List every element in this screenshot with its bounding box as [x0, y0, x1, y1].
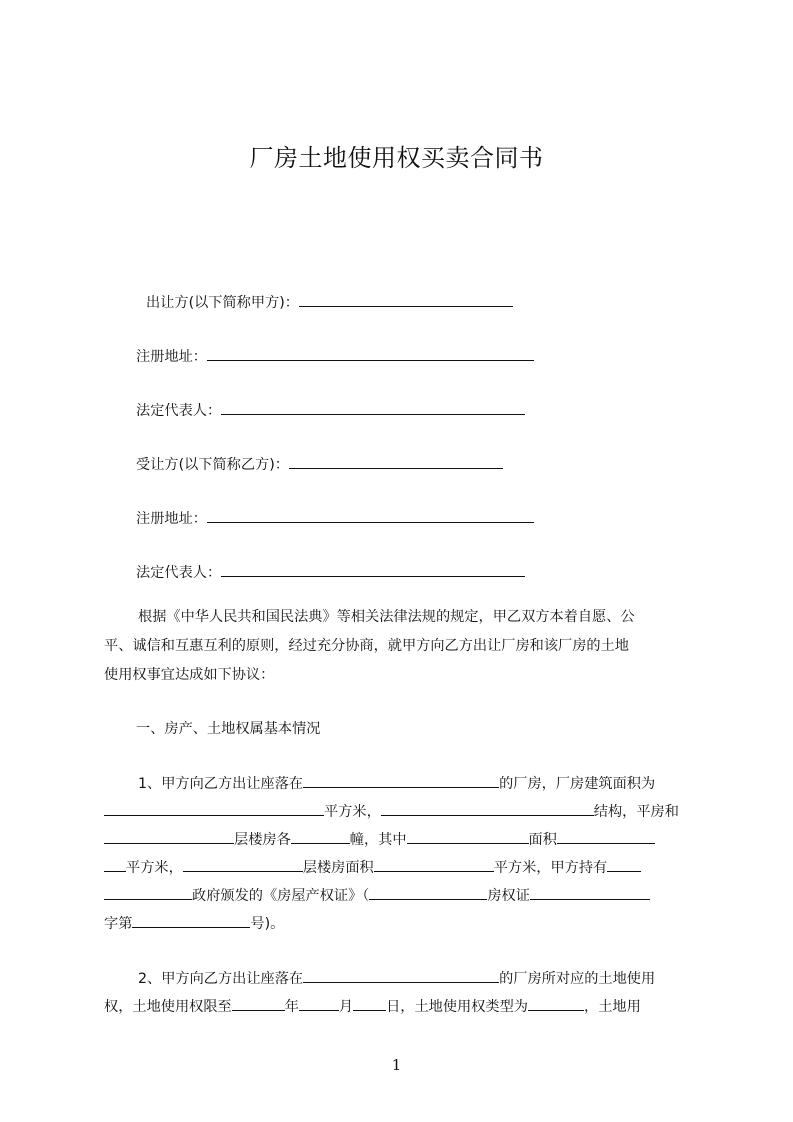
clause-2-line-1: [138, 968, 655, 988]
clause-1-line-3: [104, 829, 655, 849]
building-count-blank[interactable]: [291, 829, 350, 844]
clause-1-text: 的厂房，厂房建筑面积为: [499, 776, 656, 792]
clause-2-text: 年: [284, 999, 299, 1015]
buyer-rep-blank[interactable]: [221, 562, 525, 577]
month-blank[interactable]: [299, 996, 339, 1011]
clause-1-text: 层楼房面积: [302, 860, 374, 876]
seller-label: 出让方(以下简称甲方)：: [146, 295, 299, 311]
year-blank[interactable]: [232, 996, 285, 1011]
land-type-blank[interactable]: [528, 996, 584, 1011]
cert-code-blank[interactable]: [530, 885, 650, 900]
floors-blank[interactable]: [104, 829, 234, 844]
clause-1-text: 1、甲方向乙方出让座落在: [138, 776, 304, 792]
clause-2-text: ，土地用: [584, 999, 641, 1015]
clause-1-text: 政府颁发的《房屋产权证》（: [192, 888, 370, 904]
clause-1-text: 幢，其中: [349, 832, 407, 848]
floor-area-blank[interactable]: [374, 857, 494, 872]
structure-blank[interactable]: [381, 801, 594, 816]
seller-address-blank[interactable]: [207, 346, 534, 361]
area-blank[interactable]: [557, 829, 655, 844]
clause-2-text: 权，土地使用权限至: [104, 999, 232, 1015]
area-blank-cont[interactable]: [104, 857, 126, 872]
buyer-address-label: 注册地址：: [136, 511, 207, 527]
buyer-rep-label: 法定代表人：: [136, 565, 222, 581]
clause-1-text: 房权证: [487, 888, 530, 904]
government-blank-cont[interactable]: [104, 885, 192, 900]
cert-prefix-blank[interactable]: [369, 885, 487, 900]
seller-address-line: [136, 346, 534, 366]
section-1-heading: 一、房产、土地权属基本情况: [136, 721, 321, 737]
clause-1-text: 层楼房各: [234, 832, 291, 848]
buyer-address-line: [136, 508, 534, 528]
clause-1-text: 结构，平房和: [593, 804, 679, 820]
page-number: 1: [391, 1056, 402, 1074]
clause-1-text: 平方米，甲方持有: [493, 860, 608, 876]
clause-1-text: 面积: [528, 832, 557, 848]
clause-2-line-2: [104, 996, 641, 1016]
building-area-blank[interactable]: [104, 801, 324, 816]
buyer-line: [136, 454, 503, 474]
clause-1-line-6: [104, 913, 284, 933]
document-title: 厂房土地使用权买卖合同书: [249, 144, 544, 172]
clause-1-line-5: [104, 885, 650, 905]
day-blank[interactable]: [353, 996, 386, 1011]
buyer-blank[interactable]: [289, 454, 503, 469]
location-blank[interactable]: [303, 773, 499, 788]
clause-2-text: 的厂房所对应的土地使用: [499, 971, 656, 987]
clause-1-text: 字第: [104, 916, 133, 932]
seller-rep-blank[interactable]: [221, 400, 525, 415]
clause-1-text: 平方米，: [324, 804, 381, 820]
buyer-label: 受让方(以下简称乙方)：: [136, 457, 289, 473]
seller-rep-label: 法定代表人：: [136, 403, 222, 419]
clause-2-text: 日，土地使用权类型为: [386, 999, 528, 1015]
clause-1-line-1: [138, 773, 655, 793]
preamble-line-3: 使用权事宜达成如下协议：: [104, 667, 275, 683]
preamble-line-2: 平、诚信和互惠互利的原则，经过充分协商，就甲方向乙方出让厂房和该厂房的土地: [104, 638, 629, 654]
clause-2-text: 2、甲方向乙方出让座落在: [138, 971, 304, 987]
buyer-address-blank[interactable]: [207, 508, 534, 523]
clause-2-text: 月: [338, 999, 354, 1015]
part-blank[interactable]: [407, 829, 529, 844]
clause-1-text: 号)。: [250, 916, 285, 932]
seller-address-label: 注册地址：: [136, 349, 207, 365]
floors-blank-2[interactable]: [183, 857, 303, 872]
preamble-line-1: 根据《中华人民共和国民法典》等相关法律法规的规定，甲乙双方本着自愿、公: [138, 609, 635, 625]
seller-rep-line: [136, 400, 525, 420]
government-blank[interactable]: [607, 857, 641, 872]
seller-blank[interactable]: [299, 292, 513, 307]
clause-1-text: 平方米，: [126, 860, 183, 876]
clause-1-line-2: [104, 801, 679, 821]
land-location-blank[interactable]: [303, 968, 499, 983]
cert-number-blank[interactable]: [132, 913, 250, 928]
clause-1-line-4: [104, 857, 641, 877]
buyer-rep-line: [136, 562, 525, 582]
seller-line: [146, 292, 513, 312]
